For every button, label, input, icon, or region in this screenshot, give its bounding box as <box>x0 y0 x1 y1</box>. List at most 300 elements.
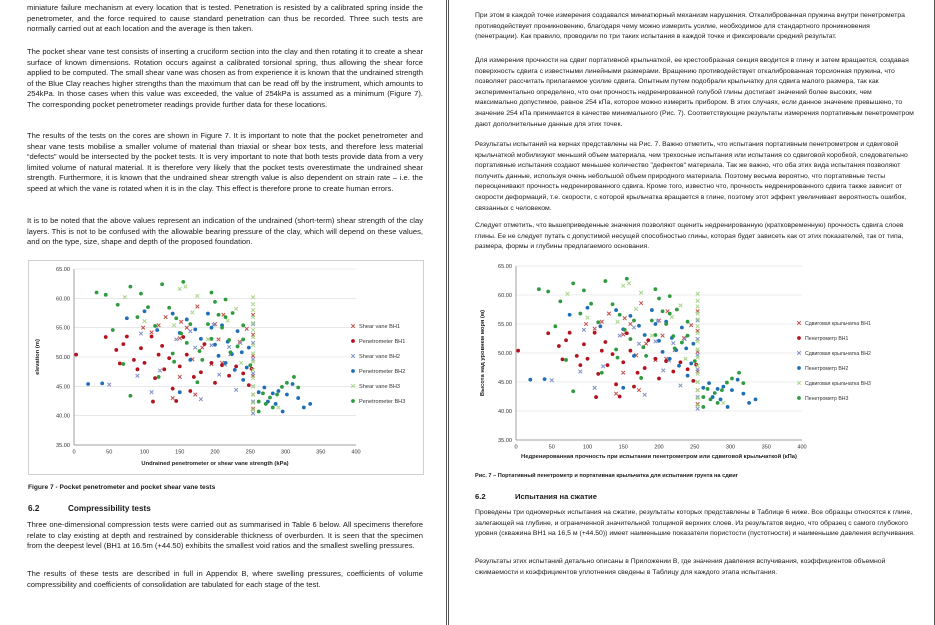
data-point-series-2 <box>118 362 122 366</box>
data-point-series-3 <box>189 329 193 333</box>
data-point-series-5 <box>251 328 255 332</box>
data-point-series-4 <box>274 402 278 406</box>
data-point-series-3 <box>136 374 140 378</box>
section-heading <box>28 504 151 513</box>
data-point-series-2 <box>121 342 125 346</box>
data-point-series-6 <box>571 282 575 286</box>
y-tick-label: 55.00 <box>56 325 70 332</box>
data-point-series-6 <box>160 282 164 286</box>
data-point-series-6 <box>737 371 741 375</box>
data-point-series-6 <box>611 302 615 306</box>
data-point-series-6 <box>625 277 629 281</box>
data-point-series-4 <box>668 357 672 361</box>
data-point-series-2 <box>213 381 217 385</box>
data-point-series-5 <box>251 393 255 397</box>
data-point-series-6 <box>600 371 604 375</box>
y-tick-label: 60.00 <box>498 292 512 299</box>
data-point-series-6 <box>701 405 705 409</box>
data-point-series-6 <box>217 313 221 317</box>
data-point-series-5 <box>251 308 255 312</box>
section-title: Compressibility tests <box>68 504 151 513</box>
data-point-series-5 <box>696 348 700 352</box>
x-axis-label: Недренированная прочность при испытании пенетрометром или сдвиговой крыльчаткой (кПа) <box>521 454 797 460</box>
data-point-series-2 <box>136 367 140 371</box>
data-point-series-6 <box>210 337 214 341</box>
data-point-series-6 <box>725 381 729 385</box>
data-point-series-5 <box>226 319 230 323</box>
data-point-series-4 <box>100 382 104 386</box>
data-point-series-2 <box>160 344 164 348</box>
data-point-series-5 <box>679 304 683 308</box>
data-point-series-6 <box>268 396 272 400</box>
data-point-series-2 <box>686 367 690 371</box>
data-point-series-2 <box>593 331 597 335</box>
data-point-series-6 <box>285 381 289 385</box>
data-point-series-1 <box>157 324 161 328</box>
data-point-series-6 <box>236 345 240 349</box>
data-point-series-5 <box>239 361 243 365</box>
data-point-series-5 <box>621 284 625 288</box>
data-point-series-2 <box>646 338 650 342</box>
legend-marker <box>351 399 355 403</box>
legend-marker <box>797 366 801 370</box>
data-point-series-6 <box>292 375 296 379</box>
data-point-series-6 <box>157 375 161 379</box>
data-point-series-2 <box>582 342 586 346</box>
data-point-series-6 <box>741 381 745 385</box>
data-point-series-3 <box>618 334 622 338</box>
data-point-series-4 <box>233 368 237 372</box>
data-point-series-6 <box>116 303 120 307</box>
legend-marker <box>351 369 355 373</box>
data-point-series-5 <box>684 357 688 361</box>
data-point-series-6 <box>224 298 228 302</box>
data-point-series-4 <box>240 350 244 354</box>
paragraph-appendix: The results of these tests are described in full in Appendix B, where swelling pressures, coefficients of volume compressibility and coefficients of consolidation are tabulated for each stage of the test. <box>27 569 423 589</box>
legend-label: Сдвиговая крыльчатка ВН2 <box>805 350 871 357</box>
data-point-series-4 <box>143 309 147 313</box>
legend-label: Сдвиговая крыльчатка ВН3 <box>805 380 871 387</box>
data-point-series-3 <box>251 372 255 376</box>
data-point-series-6 <box>296 386 300 390</box>
data-point-series-6 <box>720 388 724 392</box>
data-point-series-6 <box>596 320 600 324</box>
data-point-series-6 <box>146 305 150 309</box>
data-point-series-6 <box>578 312 582 316</box>
data-point-series-6 <box>553 324 557 328</box>
data-point-series-6 <box>632 319 636 323</box>
data-point-series-2 <box>632 385 636 389</box>
data-point-series-4 <box>726 405 730 409</box>
data-point-series-3 <box>174 338 178 342</box>
data-point-series-6 <box>693 359 697 363</box>
data-point-series-5 <box>143 319 147 323</box>
data-point-series-5 <box>696 325 700 329</box>
data-point-series-1 <box>623 316 627 320</box>
data-point-series-4 <box>262 386 266 390</box>
legend-marker <box>351 324 355 328</box>
data-point-series-4 <box>686 374 690 378</box>
data-point-series-4 <box>185 318 189 322</box>
data-point-series-2 <box>643 366 647 370</box>
data-point-series-6 <box>686 334 690 338</box>
data-point-series-3 <box>643 393 647 397</box>
legend-label: Shear vane BH2 <box>359 353 401 360</box>
x-tick-label: 150 <box>175 449 185 456</box>
data-point-series-4 <box>257 390 261 394</box>
data-point-series-4 <box>632 354 636 358</box>
data-point-series-4 <box>654 322 658 326</box>
section-heading-ru <box>475 492 597 501</box>
x-tick-label: 300 <box>280 449 291 456</box>
y-tick-label: 50.00 <box>56 354 70 361</box>
data-point-series-6 <box>198 349 202 353</box>
data-point-series-6 <box>713 391 717 395</box>
data-point-series-4 <box>568 313 572 317</box>
data-point-series-4 <box>308 402 312 406</box>
paragraph-penetration: miniature failure mechanism at every location that is tested. Penetration is resisted by a calibrated spring inside the penetrometer, and the force required to cause standard penetration can thus be recorded. Three such tests are normally carried out at each location and the average is then taken. <box>27 3 423 33</box>
data-point-series-1 <box>621 333 625 337</box>
legend-label: Penetrometer BH1 <box>359 338 406 345</box>
data-point-series-6 <box>668 294 672 298</box>
y-tick-label: 60.00 <box>56 296 70 303</box>
data-point-series-4 <box>285 393 289 397</box>
data-point-series-4 <box>213 343 217 347</box>
data-point-series-2 <box>210 361 214 365</box>
data-point-series-6 <box>129 394 133 398</box>
data-point-series-5 <box>251 376 255 380</box>
data-point-series-2 <box>185 353 189 357</box>
data-point-series-2 <box>104 335 108 339</box>
paragraph-shear-vane: The pocket shear vane test consists of inserting a cruciform section into the clay and then rotating it to create a shear surface of known dimensions. Rotation occurs against a calibrated torsional spring, thus allowing the shear force applied to be computed. The small shear vane was chosen as from experience it is known that the undrained strength of the Blue Clay reaches higher strengths than the maximum that can be read off by the instrument, which amounts to 254kPa. In those cases when this value was exceeded, the value of 254kPa is assumed as a minimum (Figure 7). The corresponding pocket penetrometer readings provide further data for these locations. <box>27 47 423 109</box>
data-point-series-4 <box>296 396 300 400</box>
russian-page <box>448 0 935 625</box>
data-point-series-6 <box>657 297 661 301</box>
data-point-series-5 <box>696 312 700 316</box>
x-tick-label: 50 <box>106 449 113 456</box>
data-point-series-6 <box>668 312 672 316</box>
data-point-series-3 <box>550 378 554 382</box>
legend-label: Сдвиговая крыльчатка ВН1 <box>805 320 871 327</box>
data-point-series-2 <box>192 375 196 379</box>
data-point-series-6 <box>650 319 654 323</box>
data-point-series-4 <box>754 398 758 402</box>
data-point-series-3 <box>193 346 197 350</box>
data-point-series-6 <box>171 352 175 356</box>
data-point-series-4 <box>217 354 221 358</box>
x-tick-label: 350 <box>761 444 771 451</box>
data-point-series-1 <box>217 338 221 342</box>
data-point-series-2 <box>575 354 579 358</box>
data-point-series-2 <box>227 374 231 378</box>
x-tick-label: 0 <box>72 449 76 456</box>
data-point-series-5 <box>616 320 620 324</box>
data-point-series-6 <box>264 402 268 406</box>
data-point-series-4 <box>736 378 740 382</box>
data-point-series-6 <box>231 311 235 315</box>
data-point-series-4 <box>281 410 285 414</box>
data-point-series-1 <box>637 388 641 392</box>
legend-label: Penetrometer BH3 <box>359 398 406 405</box>
legend-label: Shear vane BH3 <box>359 383 401 390</box>
chart-svg-ru <box>475 258 895 468</box>
y-axis-label: Высота над уровнем моря (м) <box>480 309 486 397</box>
data-point-series-6 <box>213 300 217 304</box>
data-point-series-6 <box>206 322 210 326</box>
data-point-series-2 <box>516 349 520 353</box>
data-point-series-4 <box>691 342 695 346</box>
data-point-series-3 <box>210 343 214 347</box>
data-point-series-2 <box>181 335 185 339</box>
data-point-series-4 <box>716 387 720 391</box>
data-point-series-6 <box>639 376 643 380</box>
data-point-series-2 <box>199 370 203 374</box>
x-tick-label: 50 <box>548 444 555 451</box>
data-point-series-6 <box>675 308 679 312</box>
y-tick-label: 40.00 <box>56 413 70 420</box>
data-point-series-4 <box>236 329 240 333</box>
data-point-series-5 <box>696 340 700 344</box>
data-point-series-6 <box>95 291 99 295</box>
data-point-series-2 <box>546 331 550 335</box>
data-point-series-4 <box>684 346 688 350</box>
data-point-series-6 <box>241 338 245 342</box>
data-point-series-5 <box>696 299 700 303</box>
data-point-series-6 <box>616 356 620 360</box>
data-point-series-5 <box>586 316 590 320</box>
data-point-series-2 <box>625 331 629 335</box>
data-point-series-4 <box>661 350 665 354</box>
data-point-series-5 <box>206 338 210 342</box>
y-axis-label: elevation (m) <box>35 339 41 375</box>
data-point-series-2 <box>561 357 565 361</box>
data-point-series-2 <box>150 335 154 339</box>
x-tick-label: 400 <box>351 449 361 456</box>
paragraph-compression-ru: Проведены три одномерных испытания на сжатие, результаты которых представлены в Таблице 6 ниже. Все образцы относятся к глине, залегающей на глубине, и ограниченной значительной толщиной верхних слоев. Из результатов видно, что образец с самого глубокого уровня (скважина ВН1 на 16,5 м (+44.50)) имеет наименьшие показатели пористости (пустотности) и наименьшие давления вспучивания. <box>475 509 915 538</box>
data-point-series-6 <box>121 362 125 366</box>
data-point-series-6 <box>257 410 261 414</box>
legend-marker <box>351 384 355 388</box>
data-point-series-5 <box>172 324 176 328</box>
data-point-series-5 <box>251 343 255 347</box>
data-point-series-6 <box>174 316 178 320</box>
data-point-series-1 <box>178 336 182 340</box>
data-point-series-4 <box>193 328 197 332</box>
data-point-series-6 <box>153 324 157 328</box>
data-point-series-6 <box>582 288 586 292</box>
data-point-series-6 <box>618 313 622 317</box>
data-point-series-5 <box>251 360 255 364</box>
data-point-series-3 <box>679 384 683 388</box>
data-point-series-6 <box>271 406 275 410</box>
paragraph-results: The results of the tests on the cores are shown in Figure 7. It is important to note that the pocket penetrometer and shear vane tests mobilise a smaller volume of material than triaxial or shear box tests, and therefore less material “defects” would be intersected by the pocket tests. It is very important to note that both tests provide data from a very limited volume of natural material. It is therefore very likely that the pocket tests overestimate the undrained shear strength. Furthermore, it is known that the undrained shear strength value is also dependent on strain rate – i.e. the speed at which the vane is rotated when it is in the clay. This effect is therefore prone to create human errors. <box>27 131 423 193</box>
data-point-series-2 <box>657 377 661 381</box>
data-point-series-5 <box>696 356 700 360</box>
data-point-series-6 <box>641 345 645 349</box>
data-point-series-4 <box>125 316 129 320</box>
data-point-series-6 <box>709 398 713 402</box>
data-point-series-2 <box>174 399 178 403</box>
legend-marker <box>351 339 355 343</box>
data-point-series-6 <box>603 279 607 283</box>
figure-caption-ru: Рис. 7 – Портативный пенетрометр и портативная крыльчатка для испытания грунта на сдвиг <box>475 473 738 479</box>
y-tick-label: 65.00 <box>498 263 512 270</box>
x-tick-label: 200 <box>654 444 664 451</box>
data-point-series-5 <box>696 331 700 335</box>
data-point-series-3 <box>593 386 597 390</box>
data-point-series-6 <box>589 302 593 306</box>
data-point-series-4 <box>291 382 295 386</box>
data-point-series-6 <box>701 395 705 399</box>
data-point-series-6 <box>614 348 618 352</box>
data-point-series-6 <box>629 337 633 341</box>
data-point-series-6 <box>172 360 176 364</box>
data-point-series-4 <box>206 312 210 316</box>
x-tick-label: 250 <box>690 444 700 451</box>
data-point-series-1 <box>178 375 182 379</box>
data-point-series-1 <box>614 392 618 396</box>
data-point-series-3 <box>661 369 665 373</box>
data-point-series-2 <box>596 372 600 376</box>
data-point-series-4 <box>188 358 192 362</box>
scatter-chart-figure-7-ru <box>475 258 895 468</box>
data-point-series-6 <box>210 291 214 295</box>
data-point-series-5 <box>722 401 726 405</box>
data-point-series-4 <box>643 333 647 337</box>
data-point-series-6 <box>546 290 550 294</box>
data-point-series-4 <box>719 398 723 402</box>
data-point-series-6 <box>229 350 233 354</box>
data-point-series-6 <box>139 292 143 296</box>
x-tick-label: 100 <box>582 444 593 451</box>
data-point-series-1 <box>196 305 200 309</box>
data-point-series-2 <box>157 353 161 357</box>
data-point-series-6 <box>716 401 720 405</box>
data-point-series-2 <box>114 348 118 352</box>
data-point-series-5 <box>178 287 182 291</box>
data-point-series-2 <box>671 370 675 374</box>
data-point-series-5 <box>650 334 654 338</box>
data-point-series-6 <box>220 326 224 330</box>
data-point-series-5 <box>196 294 200 298</box>
x-tick-label: 250 <box>245 449 255 456</box>
section-number: 6.2 <box>28 504 40 513</box>
data-point-series-6 <box>136 315 140 319</box>
data-point-series-3 <box>637 342 641 346</box>
data-point-series-3 <box>632 326 636 330</box>
data-point-series-6 <box>248 363 252 367</box>
x-axis-label: Undrained penetrometer or shear vane strength (kPa) <box>141 461 289 467</box>
data-point-series-2 <box>614 382 618 386</box>
data-point-series-6 <box>104 293 108 297</box>
y-tick-label: 55.00 <box>498 321 512 328</box>
data-point-series-4 <box>680 326 684 330</box>
data-point-series-4 <box>747 401 751 405</box>
paragraph-compression: Three one-dimensional compression tests were carried out as summarised in Table 6 below. All specimens therefore relate to clay existing at depth and restrained by considerable thickness of overburden. It is seen that the specimen from the deepest level (BH1 at 16.5m (+44.50) exhibits the smallest void ratios and the smallest swelling pressures. <box>27 520 423 550</box>
data-point-series-6 <box>257 400 261 404</box>
y-tick-label: 40.00 <box>498 408 512 415</box>
data-point-series-5 <box>670 315 674 319</box>
data-point-series-6 <box>654 333 658 337</box>
data-point-series-2 <box>621 360 625 364</box>
data-point-series-4 <box>741 392 745 396</box>
data-point-series-3 <box>672 341 676 345</box>
legend-label: Пенетрометр ВН2 <box>805 365 849 372</box>
data-point-series-1 <box>193 393 197 397</box>
x-tick-label: 100 <box>139 449 150 456</box>
y-tick-label: 45.00 <box>56 384 70 391</box>
data-point-series-3 <box>654 340 658 344</box>
data-point-series-5 <box>696 372 700 376</box>
data-point-series-3 <box>251 412 255 416</box>
data-point-series-5 <box>251 315 255 319</box>
data-point-series-5 <box>191 311 195 315</box>
data-point-series-5 <box>251 335 255 339</box>
data-point-series-6 <box>661 309 665 313</box>
data-point-series-1 <box>201 346 205 350</box>
data-point-series-2 <box>618 395 622 399</box>
data-point-series-6 <box>686 320 690 324</box>
data-point-series-2 <box>171 387 175 391</box>
data-point-series-5 <box>627 282 631 286</box>
data-point-series-5 <box>634 307 638 311</box>
paragraph-penetration-ru: При этом в каждой точке измерения создавался миниатюрный механизм нарушения. Откалиброванная пружина внутри пенетрометра противодействует проникновению, благодаря чему можно измерить усилие, необходимое для стандартного проникновения (пенетрации). Как правило, проводили по три таких испытания в каждой точке и фиксировали средний результат. <box>475 12 905 41</box>
data-point-series-2 <box>143 361 147 365</box>
data-point-series-6 <box>671 334 675 338</box>
data-point-series-6 <box>644 354 648 358</box>
data-point-series-2 <box>241 372 245 376</box>
data-point-series-3 <box>234 388 238 392</box>
x-tick-label: 300 <box>725 444 736 451</box>
data-point-series-4 <box>199 337 203 341</box>
data-point-series-2 <box>654 357 658 361</box>
data-point-series-5 <box>639 291 643 295</box>
data-point-series-2 <box>568 331 572 335</box>
data-point-series-2 <box>611 352 615 356</box>
data-point-series-5 <box>696 305 700 309</box>
data-point-series-4 <box>677 364 681 368</box>
figure-caption: Figure 7 - Pocket penetrometer and pocket shear vane tests <box>28 484 216 491</box>
data-point-series-6 <box>179 332 183 336</box>
data-point-series-1 <box>593 327 597 331</box>
data-point-series-5 <box>251 352 255 356</box>
data-point-series-3 <box>150 390 154 394</box>
scatter-chart-figure-7 <box>28 260 424 475</box>
y-tick-label: 35.00 <box>498 437 512 444</box>
data-point-series-2 <box>629 349 633 353</box>
data-point-series-1 <box>171 396 175 400</box>
data-point-series-3 <box>217 373 221 377</box>
data-point-series-1 <box>179 320 183 324</box>
data-point-series-6 <box>571 389 575 393</box>
data-point-series-2 <box>679 360 683 364</box>
data-point-series-4 <box>721 385 725 389</box>
data-point-series-2 <box>188 389 192 393</box>
data-point-series-6 <box>195 380 199 384</box>
data-point-series-1 <box>164 315 168 319</box>
y-tick-label: 35.00 <box>56 442 70 449</box>
data-point-series-1 <box>644 342 648 346</box>
data-point-series-3 <box>601 365 605 369</box>
data-point-series-4 <box>247 346 251 350</box>
paragraph-results-ru: Результаты испытаний на кернах представлены на Рис. 7. Важно отметить, что испытания портативным пенетрометром и сдвиговой крыльчаткой мобилизуют меньший объем материала, чем трехосные испытания или испытания со сдвиговой коробкой, следовательно портативные испытания создают меньшее количество "дефектов" материала. Так же важно, что оба этих вида испытания позволяют получить данные, используя очень небольшой объем природного материала. Поэтому весьма вероятно, что портативные тесты переоценивают прочность недренированного сдвига. Кроме того, известно что, прочность недренированного сдвига также зависит от скорости деформаций, т.е. скорости, с которой крыльчатка вращается в глине, поэтому этот эффект увеличивает вероятность ошибок, связанных с человеком. <box>475 141 908 212</box>
data-point-series-1 <box>607 312 611 316</box>
data-point-series-4 <box>657 339 661 343</box>
data-point-series-6 <box>654 287 658 291</box>
data-point-series-6 <box>680 341 684 345</box>
data-point-series-2 <box>636 371 640 375</box>
data-point-series-6 <box>664 322 668 326</box>
